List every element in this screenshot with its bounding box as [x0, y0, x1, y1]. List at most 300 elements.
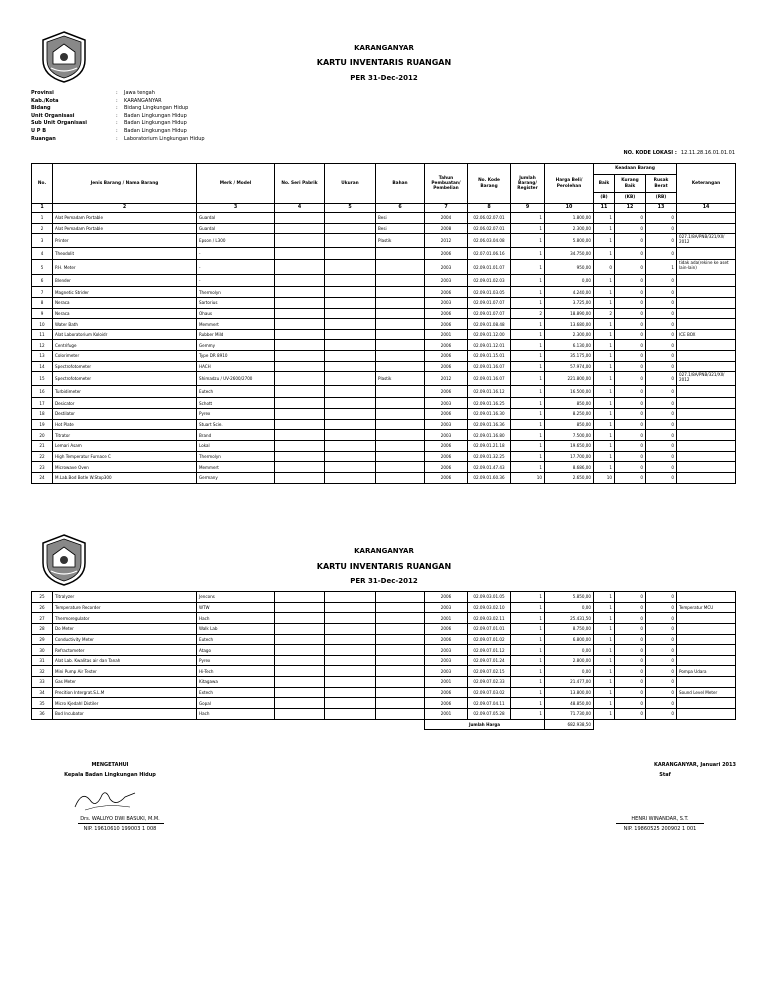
table-cell: Alat Pemadam Portable	[53, 213, 197, 224]
table-cell: 02.09.07.01.02	[468, 634, 511, 645]
table-cell: 850,00	[545, 419, 594, 430]
table-cell	[677, 340, 736, 351]
table-cell: Ohaus	[197, 308, 275, 319]
table-cell	[325, 398, 376, 409]
table-cell: 12	[32, 340, 53, 351]
table-cell	[275, 308, 325, 319]
table-cell: 35.175,00	[545, 351, 594, 362]
table-cell: 24	[32, 472, 53, 483]
table-cell	[325, 472, 376, 483]
table-row	[32, 623, 736, 634]
table-cell: Micro Kjedahl Distiler	[53, 698, 197, 709]
table-cell	[376, 687, 425, 698]
mengetahui-label: MENGETAHUI	[91, 762, 129, 768]
table-row	[32, 329, 736, 340]
table-cell: 02.06.03.04.08	[468, 234, 511, 248]
table-cell: 0	[646, 655, 677, 666]
table-cell: 1	[511, 634, 545, 645]
table-cell: 0	[615, 602, 646, 613]
table-cell	[275, 351, 325, 362]
table-cell: 2006	[425, 385, 468, 398]
table-cell: 2003	[425, 666, 468, 677]
table-cell: 1	[511, 687, 545, 698]
col-kb: (KB)	[615, 193, 646, 204]
col-kurang: Kurang Baik	[615, 175, 646, 193]
table-cell	[275, 592, 325, 603]
table-cell: 2001	[425, 613, 468, 624]
table-cell: 0	[615, 613, 646, 624]
table-cell: 0	[615, 592, 646, 603]
table-cell: 5	[32, 260, 53, 275]
table-cell: 0	[615, 451, 646, 462]
table-cell: 02.09.07.05.28	[468, 709, 511, 720]
table-cell	[677, 698, 736, 709]
table-cell	[325, 351, 376, 362]
table-cell: 8.686,00	[545, 462, 594, 473]
table-cell	[376, 430, 425, 441]
col-harga: Harga Beli/ Perolehan	[545, 164, 594, 204]
table-cell	[275, 677, 325, 688]
table-cell: 1	[594, 329, 615, 340]
table-row	[32, 677, 736, 688]
table-cell: 57.974,00	[545, 361, 594, 372]
table-row	[32, 634, 736, 645]
table-cell: Titrator	[53, 430, 197, 441]
table-cell: 14	[32, 361, 53, 372]
table-row	[32, 592, 736, 603]
table-cell	[376, 462, 425, 473]
table-cell: 18	[32, 409, 53, 420]
table-cell: 2003	[425, 297, 468, 308]
table-cell: 0	[615, 655, 646, 666]
table-cell: Germany	[197, 472, 275, 483]
table-cell: 02.09.01.16.36	[468, 419, 511, 430]
table-cell: Guardal	[197, 213, 275, 224]
table-cell: 3.725,00	[545, 297, 594, 308]
table-cell	[275, 645, 325, 656]
table-cell: 0	[615, 308, 646, 319]
table-cell: 02.09.07.01.01	[468, 623, 511, 634]
table-cell: 2	[32, 223, 53, 234]
table-cell: 02.09.07.01.12	[468, 645, 511, 656]
table-cell: Gas Meter	[53, 677, 197, 688]
table-cell: 0	[646, 274, 677, 287]
table-cell	[325, 634, 376, 645]
table-cell	[275, 687, 325, 698]
table-cell	[325, 451, 376, 462]
table-cell: 7.500,00	[545, 430, 594, 441]
table-cell: Thermoregulator	[53, 613, 197, 624]
table-cell: 1	[511, 645, 545, 656]
table-cell: 17.700,00	[545, 451, 594, 462]
table-cell: Kitagawa	[197, 677, 275, 688]
col-number: 13	[646, 204, 677, 213]
table-cell	[376, 274, 425, 287]
table-cell: Pyrex	[197, 655, 275, 666]
table-cell: 2006	[425, 351, 468, 362]
table-cell: 0	[615, 329, 646, 340]
table-cell: 1	[594, 645, 615, 656]
table-cell	[677, 655, 736, 666]
table-cell: 9	[32, 308, 53, 319]
table-cell: 1	[511, 223, 545, 234]
table-row	[32, 398, 736, 409]
table-cell: 0	[646, 372, 677, 386]
table-cell	[275, 372, 325, 386]
signature-line	[616, 823, 704, 824]
table-cell: 1	[594, 687, 615, 698]
table-cell	[325, 409, 376, 420]
col-no: No.	[32, 164, 53, 204]
kode-lokasi: NO. KODE LOKASI : 12.11.28.16.01.01.01	[623, 150, 735, 156]
col-number: 11	[594, 204, 615, 213]
table-cell: 18.890,00	[545, 308, 594, 319]
table-cell	[677, 440, 736, 451]
table-cell: 17	[32, 398, 53, 409]
table-cell: 35	[32, 698, 53, 709]
table-cell: 2006	[425, 462, 468, 473]
table-cell: 1	[511, 430, 545, 441]
col-jenis: Jenis Barang / Nama Barang	[53, 164, 197, 204]
handwritten-signature	[70, 785, 140, 815]
table-cell	[677, 623, 736, 634]
table-cell	[275, 602, 325, 613]
table-cell: 0	[615, 430, 646, 441]
table-cell: Magnetic Strider	[53, 287, 197, 298]
table-cell: 1	[511, 419, 545, 430]
table-row	[32, 698, 736, 709]
info-row: Unit Organisasi : Badan Lingkungan Hidup	[31, 112, 187, 119]
table-cell: 8.750,00	[545, 623, 594, 634]
table-cell: 027.1/8A/PNB/321/XII/ 2012	[677, 234, 736, 248]
table-cell: Do Meter	[53, 623, 197, 634]
table-cell: 16	[32, 385, 53, 398]
table-cell: 1	[594, 655, 615, 666]
table-cell: 1	[511, 340, 545, 351]
table-cell: 0	[615, 234, 646, 248]
table-cell: 0	[646, 666, 677, 677]
table-cell: 1	[594, 409, 615, 420]
table-cell: Atago	[197, 645, 275, 656]
table-cell: Lemari Asam	[53, 440, 197, 451]
table-cell: 25	[32, 592, 53, 603]
table-row	[32, 247, 736, 260]
table-cell: Stuart Scie.	[197, 419, 275, 430]
table-cell: 1	[594, 398, 615, 409]
table-cell: 0	[646, 247, 677, 260]
table-cell: Eutech	[197, 634, 275, 645]
table-cell	[677, 430, 736, 441]
table-cell	[677, 462, 736, 473]
table-cell	[677, 709, 736, 720]
table-cell: 27	[32, 613, 53, 624]
table-cell: 0	[646, 440, 677, 451]
document-title: KARTU INVENTARIS RUANGAN	[316, 562, 452, 571]
table-cell	[275, 260, 325, 275]
table-cell: 8.250,00	[545, 409, 594, 420]
table-cell: 0	[646, 213, 677, 224]
table-cell	[376, 398, 425, 409]
table-cell: 10	[594, 472, 615, 483]
table-cell: Besi	[376, 223, 425, 234]
table-cell	[376, 613, 425, 624]
table-cell: 0	[615, 213, 646, 224]
table-cell: 1	[594, 592, 615, 603]
info-row: Bidang : Bidang Lingkungan Hidup	[31, 105, 189, 112]
table-cell: Neraca	[53, 297, 197, 308]
signature-line	[78, 823, 164, 824]
table-cell: 1	[594, 287, 615, 298]
table-cell	[677, 472, 736, 483]
table-cell: 2006	[425, 623, 468, 634]
info-row: Sub Unit Organisasi : Badan Lingkungan Hidup	[31, 120, 187, 127]
table-cell: Temperatur MCU	[677, 602, 736, 613]
col-seri: No. Seri Pabrik	[275, 164, 325, 204]
table-cell: 02.06.02.07.01	[468, 213, 511, 224]
table-cell: 71.730,00	[545, 709, 594, 720]
table-cell	[677, 385, 736, 398]
table-cell: 1	[594, 319, 615, 330]
table-cell: 0	[646, 698, 677, 709]
inventory-table-page-1	[31, 163, 736, 484]
table-cell	[325, 274, 376, 287]
table-cell: 0	[646, 709, 677, 720]
table-cell: 02.09.01.60.36	[468, 472, 511, 483]
table-cell: 0	[646, 430, 677, 441]
table-cell	[376, 385, 425, 398]
table-cell: 02.07.01.06.16	[468, 247, 511, 260]
table-row	[32, 351, 736, 362]
table-cell: 11	[32, 329, 53, 340]
table-cell: 1	[511, 372, 545, 386]
table-cell: 31	[32, 655, 53, 666]
table-cell: Alat Laboratorium Koloidr	[53, 329, 197, 340]
table-cell: 0	[615, 472, 646, 483]
table-cell: 0	[646, 623, 677, 634]
period-title: PER 31-Dec-2012	[350, 74, 418, 82]
table-row	[32, 430, 736, 441]
table-cell: 21	[32, 440, 53, 451]
table-cell: Walk Lab	[197, 623, 275, 634]
table-cell: 02.09.01.16.80	[468, 430, 511, 441]
table-cell: 02.09.01.02.03	[468, 274, 511, 287]
table-cell: 1	[594, 634, 615, 645]
table-cell: Hot Plate	[53, 419, 197, 430]
table-cell: 2004	[425, 213, 468, 224]
table-cell: Microwave Oven	[53, 462, 197, 473]
table-cell	[376, 666, 425, 677]
table-cell	[677, 297, 736, 308]
table-cell: -	[197, 274, 275, 287]
table-cell: 02.09.01.16.12	[468, 385, 511, 398]
table-cell: Spectrofotometer	[53, 372, 197, 386]
table-cell: Thermolyn	[197, 287, 275, 298]
table-cell: 02.09.03.01.05	[468, 592, 511, 603]
table-cell: 2006	[425, 409, 468, 420]
table-cell: -	[197, 260, 275, 275]
table-cell: 32	[32, 666, 53, 677]
table-cell: M.Lab.Bod Botle W.Stop300	[53, 472, 197, 483]
right-signer-name: HENRI WINANDAR, S.T.	[631, 816, 689, 822]
table-cell: 0	[646, 287, 677, 298]
table-cell	[325, 372, 376, 386]
table-cell: 221.800,00	[545, 372, 594, 386]
table-cell	[376, 698, 425, 709]
table-cell: 0	[615, 623, 646, 634]
table-cell: Colorimeter	[53, 351, 197, 362]
table-cell: 2.300,00	[545, 223, 594, 234]
table-cell: 2006	[425, 287, 468, 298]
table-cell: Type DR 8910	[197, 351, 275, 362]
table-cell: 0	[615, 677, 646, 688]
table-cell: 0	[646, 677, 677, 688]
table-cell: 0	[615, 709, 646, 720]
table-row	[32, 655, 736, 666]
table-cell: 02.09.03.02.10	[468, 602, 511, 613]
table-cell: 1	[511, 385, 545, 398]
table-cell: 2006	[425, 451, 468, 462]
table-cell: 1	[594, 213, 615, 224]
table-cell: 0	[615, 361, 646, 372]
table-cell	[325, 247, 376, 260]
table-row	[32, 340, 736, 351]
period-title: PER 31-Dec-2012	[350, 577, 418, 585]
table-cell	[376, 419, 425, 430]
table-row	[32, 462, 736, 473]
table-cell: 1	[511, 709, 545, 720]
table-cell: 6	[32, 274, 53, 287]
col-kode: No. Kode Barang	[468, 164, 511, 204]
table-cell: 1	[511, 451, 545, 462]
table-row	[32, 274, 736, 287]
table-cell	[325, 655, 376, 666]
table-cell	[275, 613, 325, 624]
table-cell	[275, 319, 325, 330]
table-cell: 0	[646, 297, 677, 308]
col-tahun: Tahun Pembuatan/ Pembelian	[425, 164, 468, 204]
table-cell: 0	[615, 634, 646, 645]
left-signer-name: Drs. WALUYO DWI BASUKI, M.M.	[80, 816, 160, 822]
table-cell: 29	[32, 634, 53, 645]
col-jumlah: Jumlah Barang/ Register	[511, 164, 545, 204]
table-cell: 1	[511, 677, 545, 688]
table-cell: Blender	[53, 274, 197, 287]
table-row	[32, 451, 736, 462]
table-cell: 02.09.01.16.07	[468, 372, 511, 386]
table-cell	[677, 645, 736, 656]
table-cell	[677, 677, 736, 688]
table-cell	[275, 698, 325, 709]
table-cell	[376, 634, 425, 645]
table-cell: Hi-Tech	[197, 666, 275, 677]
table-cell: 1	[511, 274, 545, 287]
table-cell: 02.09.01.16.25	[468, 398, 511, 409]
table-cell: Jencons	[197, 592, 275, 603]
col-number: 10	[545, 204, 594, 213]
table-cell: 1	[511, 213, 545, 224]
table-cell: 2001	[425, 709, 468, 720]
table-cell: Gopal	[197, 698, 275, 709]
table-cell	[376, 297, 425, 308]
date-place: KARANGANYAR, Januari 2013	[654, 762, 736, 768]
table-cell: Plastik	[376, 372, 425, 386]
col-number: 1	[32, 204, 53, 213]
table-cell: 02.09.07.01.24	[468, 655, 511, 666]
table-cell: Guardal	[197, 223, 275, 234]
total-row	[32, 719, 736, 730]
table-cell: 1	[511, 592, 545, 603]
table-cell: Sartorius	[197, 297, 275, 308]
table-row	[32, 687, 736, 698]
table-cell: 0	[646, 592, 677, 603]
table-cell: 0	[646, 462, 677, 473]
table-cell: 13	[32, 351, 53, 362]
table-cell: 1	[511, 260, 545, 275]
table-cell: Memmert	[197, 319, 275, 330]
table-cell	[376, 287, 425, 298]
region-title: KARANGANYAR	[354, 44, 414, 52]
table-row	[32, 709, 736, 720]
table-cell: 21.477,00	[545, 677, 594, 688]
table-cell: 02.09.07.02.15	[468, 666, 511, 677]
table-cell: 2.800,00	[545, 655, 594, 666]
table-cell: 02.09.01.16.07	[468, 361, 511, 372]
table-cell	[376, 329, 425, 340]
table-cell	[677, 634, 736, 645]
table-cell: 2003	[425, 430, 468, 441]
table-cell: Thermolyn	[197, 451, 275, 462]
table-row	[32, 260, 736, 275]
table-cell: Schott	[197, 398, 275, 409]
table-cell	[325, 666, 376, 677]
table-cell: 02.09.01.01.07	[468, 260, 511, 275]
table-cell: 0	[646, 340, 677, 351]
table-cell	[325, 319, 376, 330]
table-cell	[376, 247, 425, 260]
table-cell: 02.09.01.15.01	[468, 351, 511, 362]
table-cell	[677, 351, 736, 362]
table-cell: 1	[594, 623, 615, 634]
table-cell: 1	[594, 613, 615, 624]
table-row	[32, 234, 736, 248]
table-cell: 02.06.02.07.01	[468, 223, 511, 234]
table-cell: 33	[32, 677, 53, 688]
table-cell: Rubber Mild	[197, 329, 275, 340]
table-cell: 0	[646, 351, 677, 362]
table-cell: 1	[594, 247, 615, 260]
table-cell: Memmert	[197, 462, 275, 473]
table-cell: 0	[646, 602, 677, 613]
table-cell: Alat Lab. Kwalitas air dan Tanah	[53, 655, 197, 666]
table-cell: 20	[32, 430, 53, 441]
table-cell: 02.09.07.04.11	[468, 698, 511, 709]
table-cell: 1	[511, 234, 545, 248]
table-cell: 6.800,00	[545, 634, 594, 645]
table-cell: 02.09.01.12.00	[468, 329, 511, 340]
table-cell	[325, 213, 376, 224]
table-cell: Extech	[197, 687, 275, 698]
document-title: KARTU INVENTARIS RUANGAN	[316, 58, 452, 67]
table-cell: 0	[646, 308, 677, 319]
table-cell: 2.300,00	[545, 329, 594, 340]
table-cell: 0	[646, 409, 677, 420]
table-cell	[325, 698, 376, 709]
info-row: Provinsi : Jawa tengah	[31, 90, 155, 96]
table-cell: 0	[615, 645, 646, 656]
table-cell: 22	[32, 451, 53, 462]
table-cell	[275, 634, 325, 645]
table-cell: 2001	[425, 329, 468, 340]
